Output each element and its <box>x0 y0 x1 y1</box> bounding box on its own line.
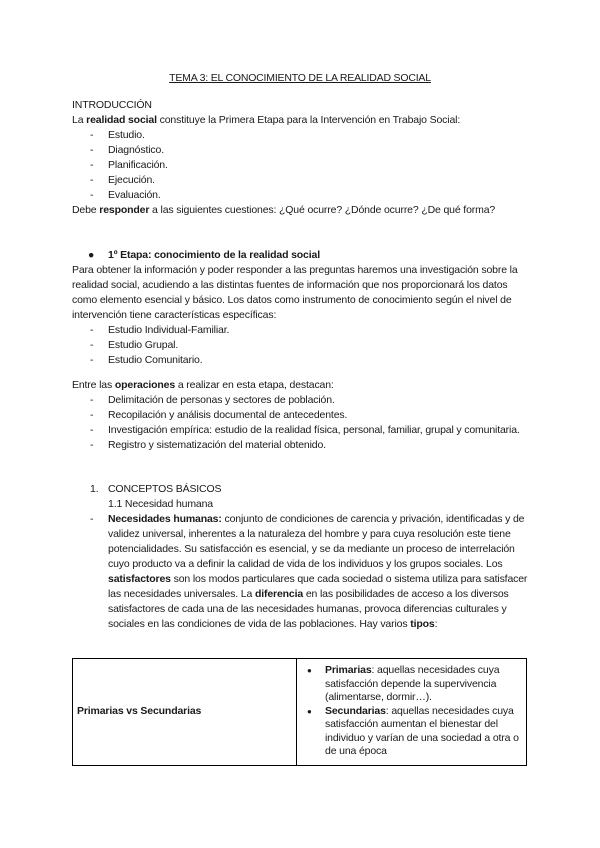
necesidades-paragraph: - Necesidades humanas: conjunto de condiciones de carencia y privación, identificadas y de validez universal, inherentes a la naturaleza del hombre y para cuya resolución este tiene potencialidades. Su satisfacción es esencial, y se da mediante un proceso de interrelación cuyo producto va a definir la calidad de vida de los individuos y los grupos sociales. Los satisfactores son los modos particulares que cada sociedad o sistema utiliza para satisfacer las necesidades universales. La diferencia en las posibilidades de acceso a los diversos satisfactores de cada una de las necesidades humanas, provoca diferencias culturales y sociales en las condiciones de vida de las poblaciones. Hay varios tipos: <box>90 513 528 630</box>
table-cell-content <box>297 659 527 766</box>
subheading-necesidad: 1.1 Necesidad humana <box>108 498 213 510</box>
list-item: - Registro y sistematización del material obtenido. <box>72 438 532 453</box>
list-item: - Investigación empírica: estudio de la realidad física, personal, familiar, grupal y comunitaria. <box>72 423 532 438</box>
etapa-section <box>72 248 532 368</box>
intro-list <box>72 128 532 203</box>
list-item: - Planificación. <box>72 158 532 173</box>
intro-questions: Debe responder a las siguientes cuestiones: ¿Qué ocurre? ¿Dónde ocurre? ¿De qué forma? <box>72 204 496 216</box>
etapa-heading: ● 1º Etapa: conocimiento de la realidad social <box>88 249 320 261</box>
etapa-paragraph: Para obtener la información y poder responder a las preguntas haremos una investigación sobre la realidad social, acudiendo a las distintas fuentes de información que nos proporcionará los datos como elemento esencial y básico. Los datos como instrumento de conocimiento según el nivel de intervención tiene características específicas: <box>72 264 518 321</box>
page-title: TEMA 3: EL CONOCIMIENTO DE LA REALIDAD SOCIAL <box>169 72 431 84</box>
list-item: ● Primarias: aquellas necesidades cuya satisfacción depende la supervivencia (alimentarse, dormir…). <box>297 664 520 705</box>
list-item: - Delimitación de personas y sectores de población. <box>72 393 532 408</box>
list-item: - Diagnóstico. <box>72 143 532 158</box>
list-item: - Recopilación y análisis documental de antecedentes. <box>72 408 532 423</box>
operaciones-intro: Entre las operaciones a realizar en esta etapa, destacan: <box>72 379 334 391</box>
list-item: - Estudio. <box>72 128 532 143</box>
list-item: - Evaluación. <box>72 188 532 203</box>
etapa-list <box>72 323 532 368</box>
table-cell-label: Primarias vs Secundarias <box>73 659 297 766</box>
intro-section <box>72 98 532 218</box>
intro-paragraph: La realidad social constituye la Primera Etapa para la Intervención en Trabajo Social: <box>72 114 461 126</box>
list-item: - Ejecución. <box>72 173 532 188</box>
table-row <box>73 659 527 766</box>
list-item: ● Secundarias: aquellas necesidades cuya satisfacción aumentan el bienestar del individuo y varían de una sociedad a otra o de una época <box>297 705 520 759</box>
list-item: - Estudio Individual-Familiar. <box>72 323 532 338</box>
conceptos-section <box>72 482 532 632</box>
list-item: - Estudio Comunitario. <box>72 353 532 368</box>
operaciones-section <box>72 378 532 453</box>
list-item: - Estudio Grupal. <box>72 338 532 353</box>
operaciones-list <box>72 393 532 453</box>
intro-heading: INTRODUCCIÓN <box>72 99 152 111</box>
conceptos-heading: 1. CONCEPTOS BÁSICOS <box>90 483 222 495</box>
types-table <box>72 658 527 766</box>
